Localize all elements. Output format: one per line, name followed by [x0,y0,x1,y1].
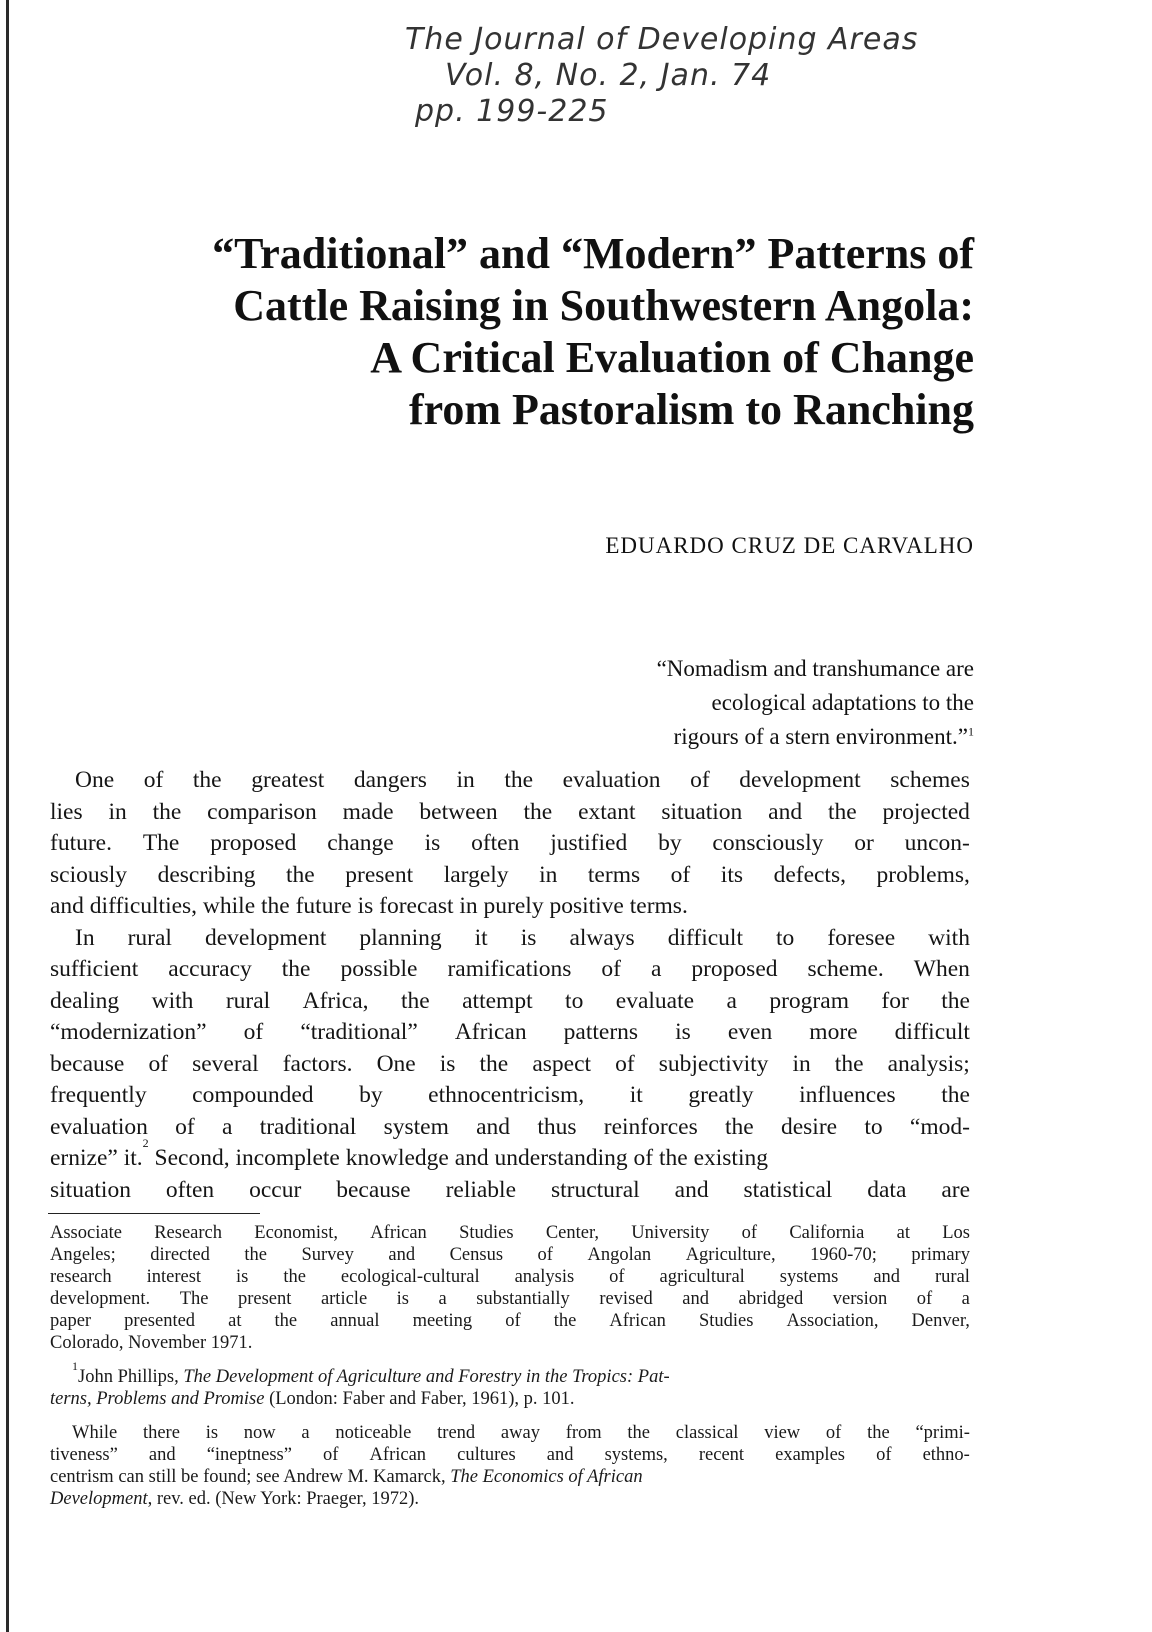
body-line: dealing with rural Africa, the attempt to evaluate a program for the [50,987,970,1014]
epigraph [454,652,974,754]
footnote-line: Development , rev. ed. (New York: Praeger, 1972). [50,1489,419,1509]
body-line: One of the greatest dangers in the evaluation of development schemes [75,767,970,793]
body-line: ernize” it. 2 Second, incomplete knowledge and understanding of the existing [50,1143,970,1175]
body-line: future. The proposed change is often justified by consciously or uncon- [50,830,970,856]
footnote-rule [48,1213,260,1214]
body-line: because of several factors. One is the aspect of subjectivity in the analysis; [50,1050,970,1077]
footnote-ref: 1 [968,724,974,739]
body-text [50,765,970,1206]
handwritten-pages: pp. 199-225 [415,94,609,129]
body-line: frequently compounded by ethnocentricism, it greatly influences the [50,1082,970,1108]
body-line: sciously describing the present largely in terms of its defects, problems, [50,861,970,888]
epigraph-text: rigours of a stern environment.” [673,724,968,749]
footnote-line: research interest is the ecological-cultural analysis of agricultural systems and rural [50,1267,970,1287]
handwritten-citation-note [405,22,1105,130]
footnote-line: Colorado, November 1971. [50,1333,253,1353]
epigraph-line: ecological adaptations to the [711,690,974,715]
scan-edge [6,0,9,1632]
footnote-ref: 2 [142,1136,149,1150]
handwritten-journal-name: The Journal of Developing Areas [405,22,919,57]
body-line: “modernization” of “traditional” African patterns is even more difficult [50,1019,970,1045]
footnote-1: 1 John Phillips, The Development of Agriculture and Forestry in the Tropics: Pat- [72,1359,670,1387]
footnote-line: Angeles; directed the Survey and Census of Angolan Agriculture, 1960-70; primary [50,1245,970,1265]
body-line: situation often occur because reliable structural and statistical data are [50,1176,970,1203]
footnote-line: centrism can still be found; see Andrew M. Kamarck, The Economics of African [50,1467,643,1487]
footnotes [50,1222,970,1510]
body-line: In rural development planning it is always difficult to foresee with [75,924,970,951]
body-line: sufficient accuracy the possible ramifications of a proposed scheme. When [50,956,970,982]
article-title [74,228,974,436]
title-line: Cattle Raising in Southwestern Angola: [233,281,974,330]
title-line: “Traditional” and “Modern” Patterns of [212,229,974,278]
title-line: A Critical Evaluation of Change [370,333,974,382]
body-line: evaluation of a traditional system and thus reinforces the desire to “mod- [50,1113,970,1140]
footnote-line: paper presented at the annual meeting of the African Studies Association, Denver, [50,1311,970,1331]
footnote-number: 1 [72,1359,78,1373]
epigraph-line: “Nomadism and transhumance are [656,656,974,681]
title-line: from Pastoralism to Ranching [408,385,974,434]
handwritten-volume: Vol. 8, No. 2, Jan. 74 [445,58,772,93]
footnote-line: tiveness” and “ineptness” of African cultures and systems, recent examples of ethno- [50,1445,970,1465]
footnote-line: terns, Problems and Promise (London: Faber and Faber, 1961), p. 101. [50,1389,575,1409]
author-name: EDUARDO CRUZ DE CARVALHO [605,533,974,558]
footnote-line: development. The present article is a substantially revised and abridged version of a [50,1289,970,1309]
body-line: lies in the comparison made between the extant situation and the projected [50,798,970,825]
footnote-2: While there is now a noticeable trend away from the classical view of the “primi- [72,1423,970,1443]
body-line: and difficulties, while the future is forecast in purely positive terms. [50,893,688,919]
footnote-line: Associate Research Economist, African Studies Center, University of California at Los [50,1223,970,1243]
epigraph-line [454,720,974,754]
